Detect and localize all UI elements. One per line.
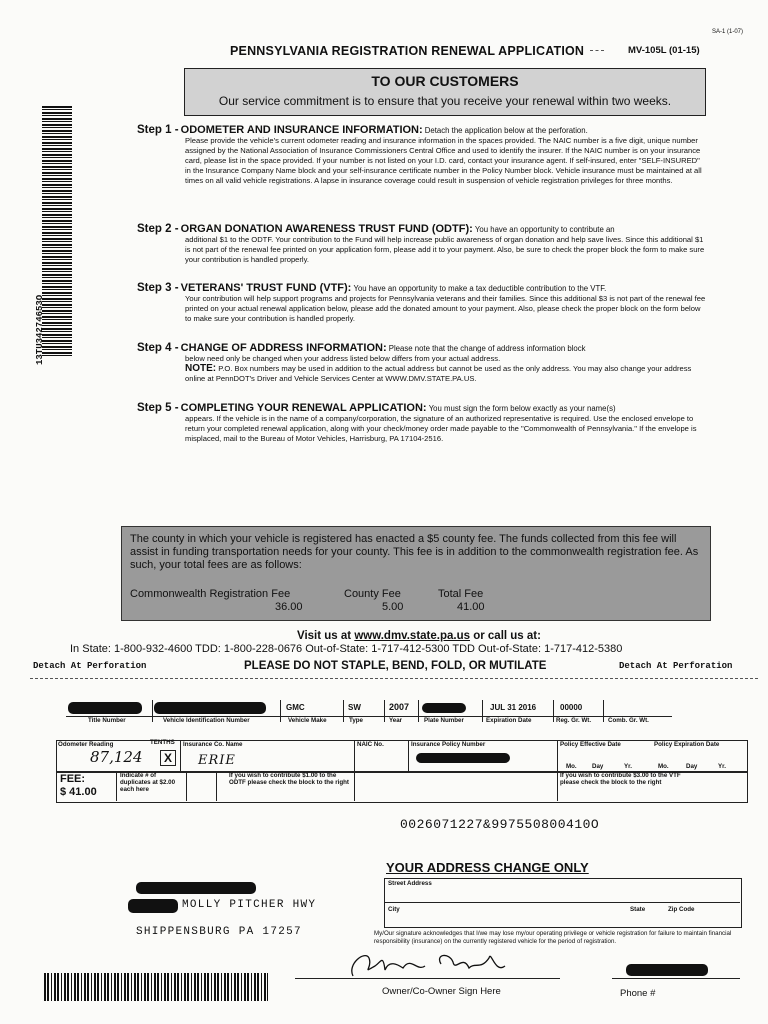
detach-right: Detach At Perforation <box>619 661 733 671</box>
col-sep <box>482 700 483 722</box>
visit-line <box>297 630 541 642</box>
fee-label: FEE: <box>60 773 86 785</box>
date-col: Yr. <box>624 763 632 770</box>
county-fee-value: 5.00 <box>382 601 404 613</box>
county-fee-box <box>121 526 711 621</box>
redacted-house-number <box>128 899 178 913</box>
policy-number-label: Insurance Policy Number <box>411 741 486 748</box>
date-col: Mo. <box>566 763 577 770</box>
title-dash <box>590 50 604 51</box>
step-4-note-label: NOTE: <box>185 363 217 374</box>
step-2-inline: You have an opportunity to contribute an <box>474 225 615 234</box>
col-sep <box>152 700 153 722</box>
step-4-inline: Please note that the change of address information block <box>388 344 586 353</box>
step-2-body: additional $1 to the ODTF. Your contribution to the Fund will help increase public awareness of organ donation and help save lives. Since this additional $1 is not part of the renewal fee printed on your application form, please add it to your payment. Also, be sure to check the proper block the form to make sure your contribution is handled properly. <box>185 235 705 264</box>
vehicle-year: 2007 <box>389 702 410 712</box>
county-fee-text: The county in which your vehicle is registered has enacted a $5 county fee. The funds collected from this fee will assist in funding transportation needs for your county. This fee is in addition to the commonwealth registration fee. As such, your total fees are as follows: <box>130 533 699 571</box>
col-sep <box>557 771 558 801</box>
col-sep <box>186 771 187 801</box>
signature-scribble[interactable] <box>345 946 525 984</box>
address-line-2: SHIPPENSBURG PA 17257 <box>136 926 302 938</box>
reg-gr-wt-label: Reg. Gr. Wt. <box>556 717 592 724</box>
step-2-heading: ORGAN DONATION AWARENESS TRUST FUND (ODTF): <box>180 223 473 235</box>
year-label: Year <box>389 717 403 724</box>
step-1-inline: Detach the application below at the perforation. <box>424 126 588 135</box>
date-col: Yr. <box>718 763 726 770</box>
bottom-barcode <box>44 973 268 1001</box>
state-label[interactable]: State <box>630 906 646 913</box>
step-5-inline: You must sign the form below exactly as your name(s) <box>428 404 616 413</box>
step-3-inline: You have an opportunity to make a tax deductible contribution to the VTF. <box>353 284 607 293</box>
redacted-policy-number <box>416 753 510 763</box>
address-change-box <box>384 878 742 928</box>
col-sep <box>384 700 385 722</box>
date-col: Mo. <box>658 763 669 770</box>
county-fee-label: County Fee <box>344 588 401 600</box>
odometer-value[interactable]: 87,124 <box>90 748 143 766</box>
total-fee-label: Total Fee <box>438 588 484 600</box>
signature-label: Owner/Co-Owner Sign Here <box>382 986 501 997</box>
visit-suffix: or call us at: <box>473 630 541 642</box>
step-4-heading: CHANGE OF ADDRESS INFORMATION: <box>180 342 387 354</box>
expiration-label: Expiration Date <box>486 717 532 724</box>
col-sep <box>216 771 217 801</box>
col-sep <box>116 771 117 801</box>
date-col: Day <box>686 763 698 770</box>
step-5 <box>137 403 707 444</box>
col-sep <box>354 771 355 801</box>
step-3-body: Your contribution will help support programs and projects for Pennsylvania veterans and their families. Since this additional $3 is not part of the renewal fee printed on your actual renewal application below, please add the donated amount to your payment. Also, please check the proper block on the form below to make sure your contribution is handled properly. <box>185 294 706 323</box>
step-3 <box>137 283 707 324</box>
vehicle-type: SW <box>348 703 361 712</box>
staple-notice: PLEASE DO NOT STAPLE, BEND, FOLD, OR MUTILATE <box>244 660 547 672</box>
step-5-heading: COMPLETING YOUR RENEWAL APPLICATION: <box>180 402 427 414</box>
vin-label: Vehicle Identification Number <box>163 717 250 724</box>
redacted-vin <box>154 702 266 714</box>
step-4-label: Step 4 - <box>137 342 179 354</box>
insurance-co-label: Insurance Co. Name <box>183 741 243 748</box>
redacted-plate <box>422 703 466 713</box>
step-1-heading: ODOMETER AND INSURANCE INFORMATION: <box>180 124 423 136</box>
make-label: Vehicle Make <box>288 717 327 724</box>
expiration-date: JUL 31 2016 <box>490 703 537 712</box>
street-label[interactable]: Street Address <box>388 880 432 887</box>
revision-code: SA-1 (1-07) <box>712 29 744 35</box>
row-sep <box>384 902 740 903</box>
address-change-title: YOUR ADDRESS CHANGE ONLY <box>386 860 589 875</box>
redacted-name <box>136 882 256 894</box>
fee-value: $ 41.00 <box>60 786 97 798</box>
scan-line: 0026071227&997550800410O <box>400 817 600 832</box>
title-number-label: Title Number <box>88 717 126 724</box>
vertical-barcode-text: 13TU34274653O <box>35 294 45 365</box>
customers-banner-title: TO OUR CUSTOMERS <box>371 73 519 89</box>
naic-label: NAIC No. <box>357 741 384 748</box>
step-2-label: Step 2 - <box>137 223 179 235</box>
visit-prefix: Visit us at <box>297 630 352 642</box>
col-sep <box>408 740 409 771</box>
form-title: PENNSYLVANIA REGISTRATION RENEWAL APPLICATION <box>230 44 585 58</box>
customers-banner <box>184 68 706 116</box>
col-sep <box>553 700 554 722</box>
col-sep <box>418 700 419 722</box>
phone-label: Phone # <box>620 988 656 999</box>
duplicates-text: Indicate # of duplicates at $2.00 each here <box>120 772 176 793</box>
step-5-body: appears. If the vehicle is in the name of a company/corporation, the signature of an authorized representative is required. Use the enclosed envelope to return your completed renewal application, along with your check/money order made payable to the "Commonwealth of Pennsylvania." If the envelope is misplaced, mail to the Bureau of Motor Vehicles, Harrisburg, PA 17104-2516. <box>185 414 697 443</box>
step-3-label: Step 3 - <box>137 282 179 294</box>
ack-text: My/Our signature acknowledges that I/we may lose my/our operating privilege or vehicle registration for failure to maintain financial responsibility (insurance) on the currently registered vehicle for the period of registration. <box>374 930 732 945</box>
step-4-note: P.O. Box numbers may be used in addition to the actual address but cannot be used as the only address. You may also change your address online at PennDOT's Driver and Vehicle Services Center at WWW.DMV.STATE.PA.US. <box>185 364 692 383</box>
insurance-co-value[interactable]: ERIE <box>198 753 236 768</box>
total-fee-value: 41.00 <box>457 601 485 613</box>
col-sep <box>180 740 181 771</box>
odometer-label: Odometer Reading <box>58 741 114 748</box>
step-4-body: below need only be changed when your address listed below differs from your actual address. <box>185 354 501 363</box>
city-label[interactable]: City <box>388 906 400 913</box>
expiration-date-label: Policy Expiration Date <box>654 741 720 748</box>
customers-banner-subtitle: Our service commitment is to ensure that you receive your renewal within two weeks. <box>218 94 672 108</box>
col-sep <box>557 740 558 771</box>
effective-date-label: Policy Effective Date <box>560 741 621 748</box>
vtf-text: If you wish to contribute $3.00 to the VTF please check the block to the right <box>560 772 681 786</box>
vehicle-make: GMC <box>286 703 305 712</box>
odtf-text: If you wish to contribute $1.00 to the ODTF please check the block to the right <box>229 772 349 786</box>
redacted-title-number <box>68 702 142 714</box>
tenths-label: TENTHS <box>150 739 175 746</box>
detach-left: Detach At Perforation <box>33 661 147 671</box>
form-id: MV-105L (01-15) <box>628 45 700 56</box>
step-2 <box>137 224 707 265</box>
col-sep <box>280 700 281 722</box>
zip-label[interactable]: Zip Code <box>668 906 695 913</box>
commonwealth-fee-value: 36.00 <box>275 601 303 613</box>
step-3-heading: VETERANS' TRUST FUND (VTF): <box>180 282 352 294</box>
phone-line <box>612 978 740 979</box>
perforation-line <box>30 678 758 679</box>
step-1-label: Step 1 - <box>137 124 179 136</box>
dmv-website-link[interactable]: www.dmv.state.pa.us <box>354 630 470 642</box>
comb-gr-wt-label: Comb. Gr. Wt. <box>608 717 649 724</box>
col-sep <box>603 700 604 722</box>
step-4 <box>137 343 707 384</box>
commonwealth-fee-label: Commonwealth Registration Fee <box>130 588 291 600</box>
vertical-barcode <box>42 106 72 356</box>
plate-label: Plate Number <box>424 717 464 724</box>
address-line-1: MOLLY PITCHER HWY <box>182 899 317 911</box>
date-col: Day <box>592 763 604 770</box>
step-1 <box>137 125 707 186</box>
redacted-phone <box>626 964 708 976</box>
col-sep <box>343 700 344 722</box>
type-label: Type <box>349 717 363 724</box>
step-5-label: Step 5 - <box>137 402 179 414</box>
phone-numbers: In State: 1-800-932-4600 TDD: 1-800-228-0676 Out-of-State: 1-717-412-5300 TDD Out-of-State: 1-717-412-5380 <box>70 643 623 655</box>
step-1-body: Please provide the vehicle's current odometer reading and insurance information in the spaces provided. The NAIC number is a five digit, unique number assigned by the National Association of Insurance Commissioners Central Office and used to identify the insurer. If the NAIC number is on your insurance card, please list in the space provided. If your number is not listed on your I.D. card, contact your insurance agent. If self-insured, enter "SELF-INSURED" in the Insurance Company Name block and your self-insurance certificate number in the Policy Number block. Vehicle insurance must be maintained at all times on all valid vehicle registrations. A lapse in insurance coverage could result in suspension of vehicle registration privileges for three months. <box>185 136 702 185</box>
reg-gross-weight: 00000 <box>560 703 583 712</box>
tenths-box[interactable]: X <box>160 750 176 766</box>
col-sep <box>354 740 355 771</box>
